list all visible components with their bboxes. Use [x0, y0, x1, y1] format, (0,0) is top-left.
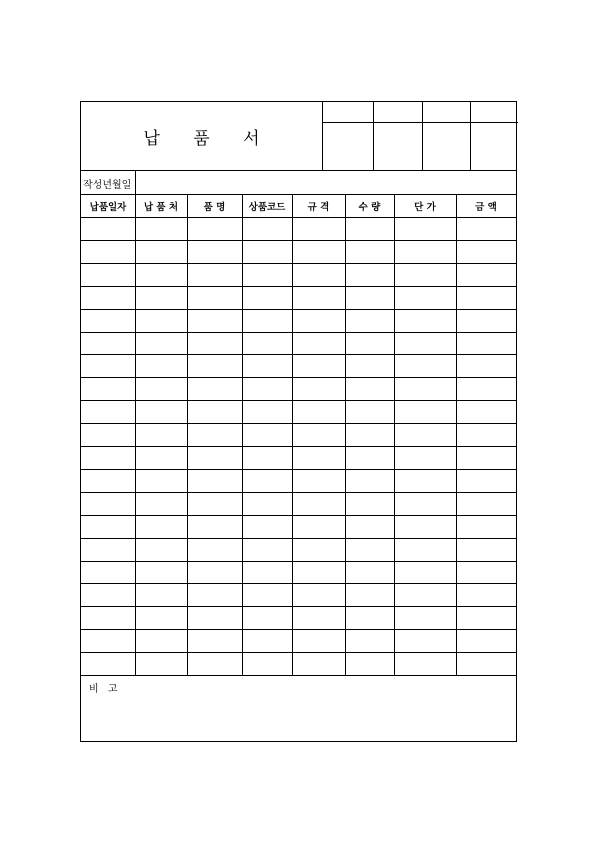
delivery-note-form: [80, 101, 517, 742]
table-cell-delivery-place[interactable]: [136, 310, 186, 332]
table-cell-unit-price[interactable]: [395, 310, 455, 332]
table-cell-amount[interactable]: [457, 333, 515, 355]
table-cell-item-name[interactable]: [188, 562, 241, 584]
table-cell-delivery-date[interactable]: [82, 447, 134, 469]
table-cell-delivery-place[interactable]: [136, 653, 186, 675]
table-cell-quantity[interactable]: [346, 355, 393, 377]
table-cell-item-name[interactable]: [188, 333, 241, 355]
table-cell-unit-price[interactable]: [395, 333, 455, 355]
table-cell-product-code[interactable]: [243, 562, 291, 584]
written-date-label: 작성년월일: [83, 179, 132, 191]
table-cell-delivery-date[interactable]: [82, 470, 134, 492]
table-cell-item-name[interactable]: [188, 607, 241, 629]
table-cell-delivery-date[interactable]: [82, 653, 134, 675]
table-cell-unit-price[interactable]: [395, 516, 455, 538]
table-cell-quantity[interactable]: [346, 493, 393, 515]
table-cell-delivery-place[interactable]: [136, 562, 186, 584]
table-cell-spec[interactable]: [293, 562, 344, 584]
table-cell-amount[interactable]: [457, 584, 515, 606]
table-cell-item-name[interactable]: [188, 355, 241, 377]
table-cell-product-code[interactable]: [243, 653, 291, 675]
table-cell-amount[interactable]: [457, 401, 515, 423]
table-cell-spec[interactable]: [293, 493, 344, 515]
table-cell-product-code[interactable]: [243, 516, 291, 538]
table-cell-spec[interactable]: [293, 378, 344, 400]
approval-box-1[interactable]: [323, 123, 373, 170]
approval-box-4[interactable]: [471, 123, 518, 170]
table-cell-unit-price[interactable]: [395, 653, 455, 675]
table-cell-item-name[interactable]: [188, 493, 241, 515]
table-cell-unit-price[interactable]: [395, 584, 455, 606]
table-cell-quantity[interactable]: [346, 630, 393, 652]
table-cell-spec[interactable]: [293, 287, 344, 309]
table-cell-delivery-place[interactable]: [136, 539, 186, 561]
table-cell-delivery-place[interactable]: [136, 584, 186, 606]
table-cell-unit-price[interactable]: [395, 424, 455, 446]
table-cell-delivery-place[interactable]: [136, 401, 186, 423]
table-cell-product-code[interactable]: [243, 584, 291, 606]
table-cell-product-code[interactable]: [243, 378, 291, 400]
column-header-spec: 규 격: [307, 202, 330, 213]
table-cell-unit-price[interactable]: [395, 287, 455, 309]
notes-field[interactable]: [81, 677, 516, 741]
table-cell-quantity[interactable]: [346, 562, 393, 584]
table-cell-amount[interactable]: [457, 516, 515, 538]
table-cell-delivery-place[interactable]: [136, 607, 186, 629]
table-cell-product-code[interactable]: [243, 493, 291, 515]
table-cell-unit-price[interactable]: [395, 447, 455, 469]
approval-box-group: [322, 102, 518, 170]
table-cell-item-name[interactable]: [188, 401, 241, 423]
table-cell-unit-price[interactable]: [395, 264, 455, 286]
table-cell-item-name[interactable]: [188, 287, 241, 309]
column-header-delivery-place: 납 품 처: [143, 202, 179, 213]
table-cell-delivery-date[interactable]: [82, 493, 134, 515]
table-cell-product-code[interactable]: [243, 333, 291, 355]
table-cell-delivery-date[interactable]: [82, 264, 134, 286]
table-cell-item-name[interactable]: [188, 310, 241, 332]
table-cell-delivery-date[interactable]: [82, 218, 134, 240]
table-cell-product-code[interactable]: [243, 264, 291, 286]
table-cell-spec[interactable]: [293, 401, 344, 423]
table-cell-amount[interactable]: [457, 493, 515, 515]
table-cell-spec[interactable]: [293, 539, 344, 561]
column-header-delivery-date: 납품일자: [89, 202, 127, 213]
table-cell-amount[interactable]: [457, 470, 515, 492]
table-cell-amount[interactable]: [457, 562, 515, 584]
table-cell-delivery-place[interactable]: [136, 264, 186, 286]
table-cell-delivery-date[interactable]: [82, 607, 134, 629]
table-cell-amount[interactable]: [457, 310, 515, 332]
table-cell-unit-price[interactable]: [395, 539, 455, 561]
table-cell-amount[interactable]: [457, 539, 515, 561]
table-cell-unit-price[interactable]: [395, 493, 455, 515]
table-cell-amount[interactable]: [457, 653, 515, 675]
table-cell-product-code[interactable]: [243, 355, 291, 377]
table-cell-delivery-place[interactable]: [136, 470, 186, 492]
table-cell-unit-price[interactable]: [395, 241, 455, 263]
table-cell-item-name[interactable]: [188, 630, 241, 652]
table-cell-product-code[interactable]: [243, 539, 291, 561]
table-cell-delivery-date[interactable]: [82, 584, 134, 606]
table-cell-unit-price[interactable]: [395, 401, 455, 423]
table-cell-delivery-date[interactable]: [82, 287, 134, 309]
table-cell-delivery-place[interactable]: [136, 378, 186, 400]
table-cell-delivery-place[interactable]: [136, 218, 186, 240]
table-cell-delivery-date[interactable]: [82, 310, 134, 332]
table-cell-quantity[interactable]: [346, 401, 393, 423]
table-cell-item-name[interactable]: [188, 539, 241, 561]
table-cell-item-name[interactable]: [188, 516, 241, 538]
table-cell-product-code[interactable]: [243, 630, 291, 652]
column-header-product-code: 상품코드: [248, 202, 286, 213]
table-cell-delivery-place[interactable]: [136, 355, 186, 377]
table-cell-unit-price[interactable]: [395, 218, 455, 240]
table-cell-delivery-date[interactable]: [82, 516, 134, 538]
column-header-unit-price: 단 가: [414, 202, 436, 213]
table-cell-delivery-place[interactable]: [136, 287, 186, 309]
table-cell-spec[interactable]: [293, 310, 344, 332]
table-cell-quantity[interactable]: [346, 470, 393, 492]
table-cell-delivery-place[interactable]: [136, 630, 186, 652]
table-cell-spec[interactable]: [293, 241, 344, 263]
table-cell-quantity[interactable]: [346, 264, 393, 286]
table-cell-quantity[interactable]: [346, 607, 393, 629]
table-cell-spec[interactable]: [293, 584, 344, 606]
table-cell-item-name[interactable]: [188, 218, 241, 240]
table-cell-spec[interactable]: [293, 424, 344, 446]
table-cell-unit-price[interactable]: [395, 562, 455, 584]
approval-box-2[interactable]: [374, 123, 422, 170]
table-cell-delivery-place[interactable]: [136, 241, 186, 263]
table-cell-spec[interactable]: [293, 653, 344, 675]
table-cell-spec[interactable]: [293, 333, 344, 355]
column-header-item-name: 품 명: [203, 202, 226, 213]
table-cell-quantity[interactable]: [346, 378, 393, 400]
table-cell-delivery-place[interactable]: [136, 424, 186, 446]
table-cell-unit-price[interactable]: [395, 607, 455, 629]
table-cell-amount[interactable]: [457, 378, 515, 400]
table-cell-unit-price[interactable]: [395, 470, 455, 492]
table-cell-product-code[interactable]: [243, 218, 291, 240]
table-cell-quantity[interactable]: [346, 241, 393, 263]
table-cell-delivery-date[interactable]: [82, 241, 134, 263]
table-cell-spec[interactable]: [293, 447, 344, 469]
table-cell-delivery-date[interactable]: [82, 378, 134, 400]
table-cell-product-code[interactable]: [243, 401, 291, 423]
document-title: 납 품 서: [143, 128, 274, 149]
table-cell-item-name[interactable]: [188, 378, 241, 400]
table-cell-amount[interactable]: [457, 447, 515, 469]
table-cell-quantity[interactable]: [346, 584, 393, 606]
table-cell-unit-price[interactable]: [395, 355, 455, 377]
table-cell-spec[interactable]: [293, 607, 344, 629]
table-cell-quantity[interactable]: [346, 333, 393, 355]
table-cell-product-code[interactable]: [243, 310, 291, 332]
table-cell-delivery-date[interactable]: [82, 401, 134, 423]
table-cell-quantity[interactable]: [346, 424, 393, 446]
table-cell-amount[interactable]: [457, 424, 515, 446]
table-cell-spec[interactable]: [293, 630, 344, 652]
table-cell-delivery-place[interactable]: [136, 447, 186, 469]
table-cell-delivery-place[interactable]: [136, 333, 186, 355]
table-cell-amount[interactable]: [457, 218, 515, 240]
table-cell-item-name[interactable]: [188, 447, 241, 469]
table-cell-item-name[interactable]: [188, 264, 241, 286]
table-cell-delivery-date[interactable]: [82, 539, 134, 561]
table-cell-delivery-place[interactable]: [136, 493, 186, 515]
column-header-quantity: 수 량: [358, 202, 381, 213]
table-cell-quantity[interactable]: [346, 447, 393, 469]
table-cell-delivery-date[interactable]: [82, 355, 134, 377]
table-cell-amount[interactable]: [457, 630, 515, 652]
table-cell-unit-price[interactable]: [395, 378, 455, 400]
table-cell-product-code[interactable]: [243, 241, 291, 263]
approval-box-3[interactable]: [423, 123, 470, 170]
table-cell-quantity[interactable]: [346, 516, 393, 538]
table-cell-product-code[interactable]: [243, 424, 291, 446]
table-cell-delivery-date[interactable]: [82, 424, 134, 446]
table-cell-amount[interactable]: [457, 355, 515, 377]
table-cell-product-code[interactable]: [243, 607, 291, 629]
table-cell-amount[interactable]: [457, 607, 515, 629]
table-cell-quantity[interactable]: [346, 287, 393, 309]
table-cell-delivery-date[interactable]: [82, 333, 134, 355]
table-cell-spec[interactable]: [293, 264, 344, 286]
table-cell-item-name[interactable]: [188, 424, 241, 446]
table-cell-amount[interactable]: [457, 264, 515, 286]
table-cell-item-name[interactable]: [188, 241, 241, 263]
table-cell-spec[interactable]: [293, 470, 344, 492]
table-cell-delivery-place[interactable]: [136, 516, 186, 538]
table-cell-quantity[interactable]: [346, 310, 393, 332]
notes-label: 비 고: [89, 684, 121, 695]
table-cell-amount[interactable]: [457, 241, 515, 263]
table-cell-item-name[interactable]: [188, 653, 241, 675]
table-cell-spec[interactable]: [293, 355, 344, 377]
table-cell-product-code[interactable]: [243, 287, 291, 309]
table-cell-delivery-date[interactable]: [82, 630, 134, 652]
table-cell-quantity[interactable]: [346, 539, 393, 561]
table-cell-amount[interactable]: [457, 287, 515, 309]
table-cell-quantity[interactable]: [346, 653, 393, 675]
table-cell-product-code[interactable]: [243, 470, 291, 492]
table-cell-product-code[interactable]: [243, 447, 291, 469]
table-cell-item-name[interactable]: [188, 470, 241, 492]
written-date-field[interactable]: [136, 171, 516, 195]
table-cell-item-name[interactable]: [188, 584, 241, 606]
column-header-amount: 금 액: [475, 202, 497, 213]
table-cell-delivery-date[interactable]: [82, 562, 134, 584]
table-cell-spec[interactable]: [293, 516, 344, 538]
table-cell-unit-price[interactable]: [395, 630, 455, 652]
table-cell-spec[interactable]: [293, 218, 344, 240]
table-cell-quantity[interactable]: [346, 218, 393, 240]
